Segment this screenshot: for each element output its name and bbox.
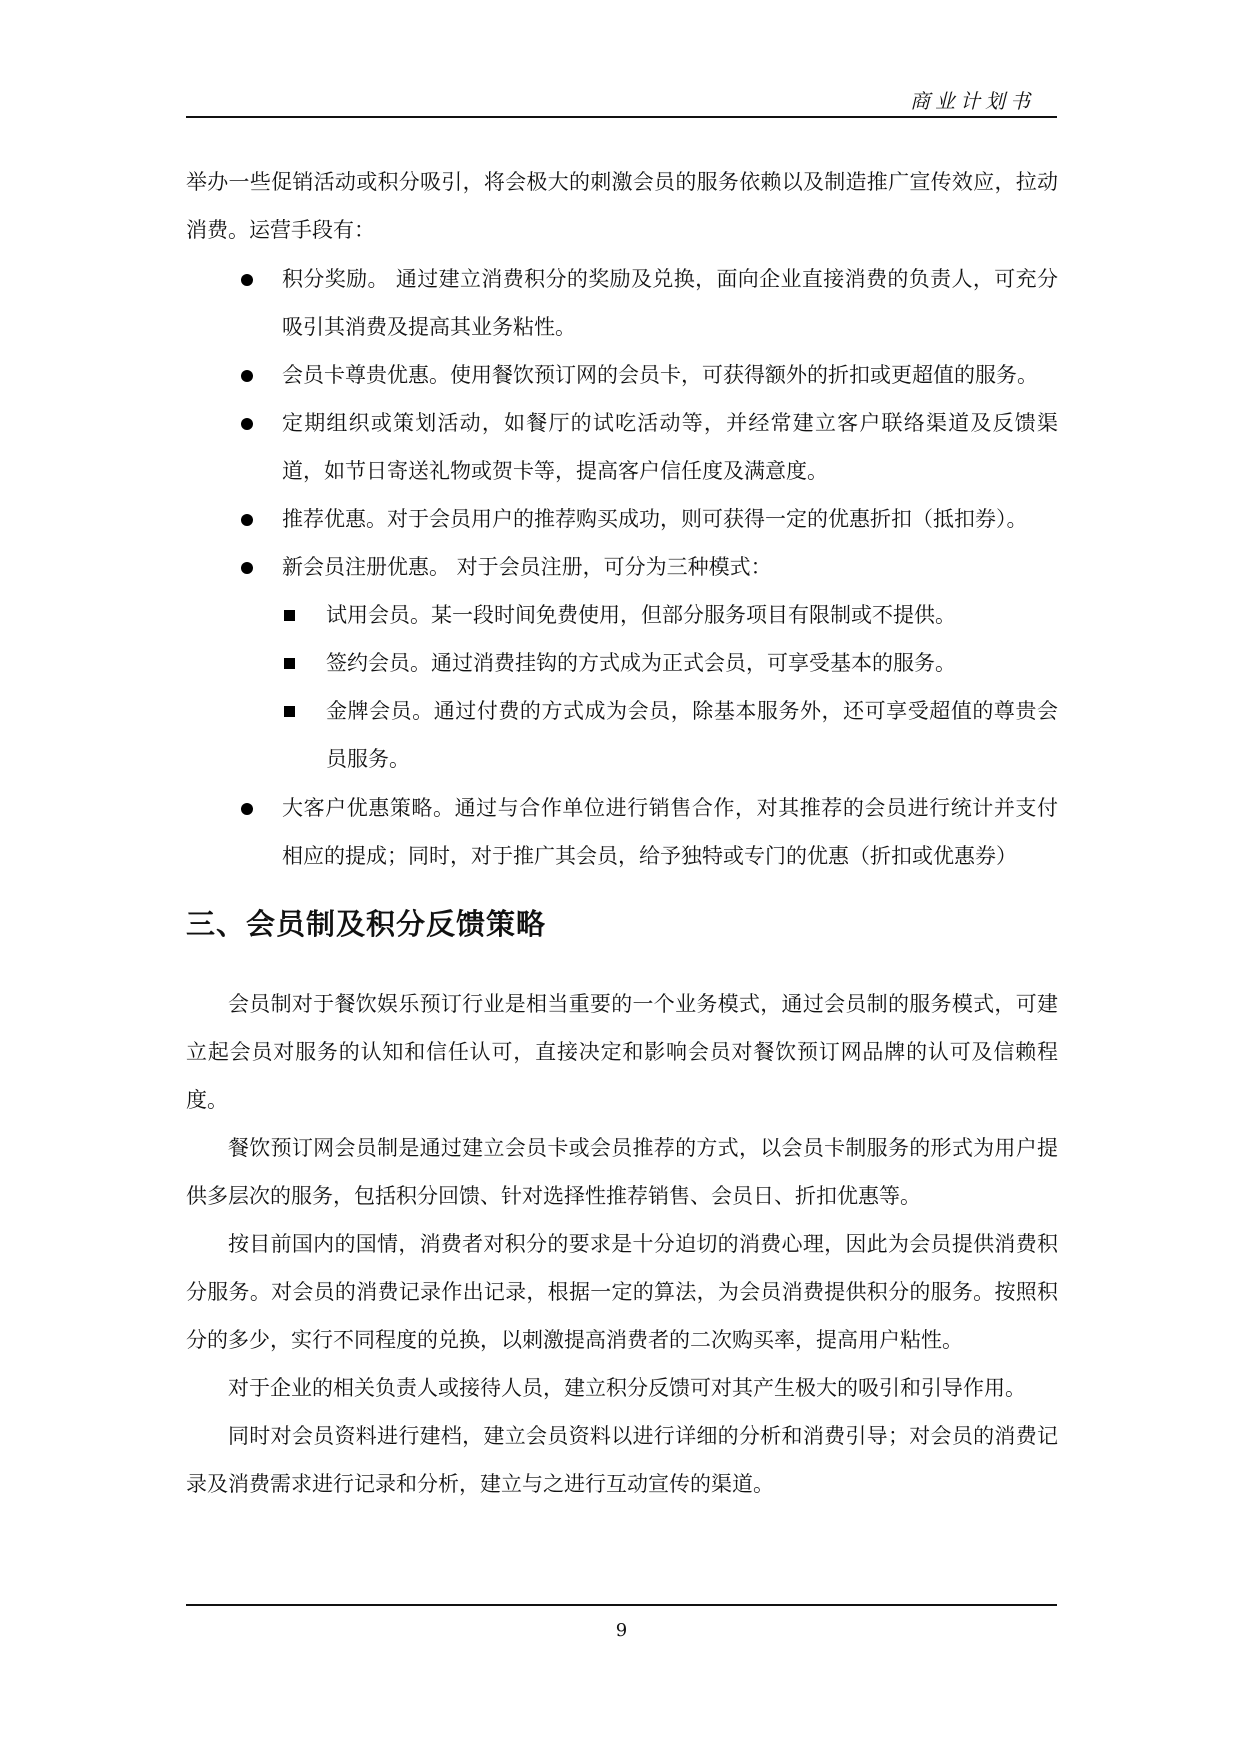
list-item <box>186 784 1058 880</box>
list-item-text: 积分奖励。 通过建立消费积分的奖励及兑换，面向企业直接消费的负责人，可充分吸引其消费及提高其业务粘性。 <box>282 267 1058 339</box>
section-paragraph: 同时对会员资料进行建档，建立会员资料以进行详细的分析和消费引导；对会员的消费记录及消费需求进行记录和分析，建立与之进行互动宣传的渠道。 <box>186 1424 1058 1496</box>
bullet-icon <box>241 370 253 382</box>
operations-list <box>186 255 1058 591</box>
page-number: 9 <box>615 1620 628 1641</box>
bullet-icon <box>241 803 253 815</box>
header-divider <box>186 116 1057 118</box>
sub-list-item <box>186 687 1058 783</box>
section-paragraph: 按目前国内的国情，消费者对积分的要求是十分迫切的消费心理，因此为会员提供消费积分服务。对会员的消费记录作出记录，根据一定的算法，为会员消费提供积分的服务。按照积分的多少，实行不同程度的兑换，以刺激提高消费者的二次购买率，提高用户粘性。 <box>186 1232 1058 1352</box>
sub-list-item-text: 试用会员。某一段时间免费使用，但部分服务项目有限制或不提供。 <box>326 603 956 627</box>
list-item <box>186 399 1058 495</box>
membership-modes-list <box>186 591 1058 783</box>
list-item <box>186 255 1058 351</box>
bullet-icon <box>241 514 253 526</box>
list-item <box>186 495 1058 543</box>
section-paragraph: 对于企业的相关负责人或接待人员，建立积分反馈可对其产生极大的吸引和引导作用。 <box>228 1376 1026 1400</box>
bullet-icon <box>241 274 253 286</box>
page-footer <box>186 1604 1057 1641</box>
operations-list-continued <box>186 784 1058 880</box>
square-bullet-icon <box>284 610 295 621</box>
section-paragraph: 餐饮预订网会员制是通过建立会员卡或会员推荐的方式，以会员卡制服务的形式为用户提供多层次的服务，包括积分回馈、针对选择性推荐销售、会员日、折扣优惠等。 <box>186 1136 1058 1208</box>
square-bullet-icon <box>284 706 295 717</box>
section-paragraph: 会员制对于餐饮娱乐预订行业是相当重要的一个业务模式，通过会员制的服务模式，可建立起会员对服务的认知和信任认可，直接决定和影响会员对餐饮预订网品牌的认可及信赖程度。 <box>186 992 1058 1112</box>
square-bullet-icon <box>284 658 295 669</box>
list-item-text: 推荐优惠。对于会员用户的推荐购买成功，则可获得一定的优惠折扣（抵扣券）。 <box>282 507 1028 531</box>
sub-list-item <box>186 591 1058 639</box>
header-title: 商业计划书 <box>910 89 1035 113</box>
list-item-text: 大客户优惠策略。通过与合作单位进行销售合作，对其推荐的会员进行统计并支付相应的提成；同时，对于推广其会员，给予独特或专门的优惠（折扣或优惠券） <box>282 796 1058 868</box>
page-header <box>186 88 1057 118</box>
footer-divider <box>186 1604 1057 1606</box>
sub-list-item-text: 金牌会员。通过付费的方式成为会员，除基本服务外，还可享受超值的尊贵会员服务。 <box>326 699 1058 771</box>
section-heading: 三、会员制及积分反馈策略 <box>186 907 547 941</box>
list-item-text: 会员卡尊贵优惠。使用餐饮预订网的会员卡，可获得额外的折扣或更超值的服务。 <box>282 363 1038 387</box>
list-item-text: 新会员注册优惠。 对于会员注册，可分为三种模式： <box>282 555 772 579</box>
list-item <box>186 543 1058 591</box>
bullet-icon <box>241 562 253 574</box>
bullet-icon <box>241 418 253 430</box>
document-body <box>186 158 1058 1508</box>
intro-paragraph: 举办一些促销活动或积分吸引，将会极大的刺激会员的服务依赖以及制造推广宣传效应，拉动消费。运营手段有： <box>186 170 1058 242</box>
list-item <box>186 351 1058 399</box>
list-item-text: 定期组织或策划活动，如餐厅的试吃活动等，并经常建立客户联络渠道及反馈渠道，如节日寄送礼物或贺卡等，提高客户信任度及满意度。 <box>282 411 1058 483</box>
sub-list-item <box>186 639 1058 687</box>
sub-list-item-text: 签约会员。通过消费挂钩的方式成为正式会员，可享受基本的服务。 <box>326 651 956 675</box>
